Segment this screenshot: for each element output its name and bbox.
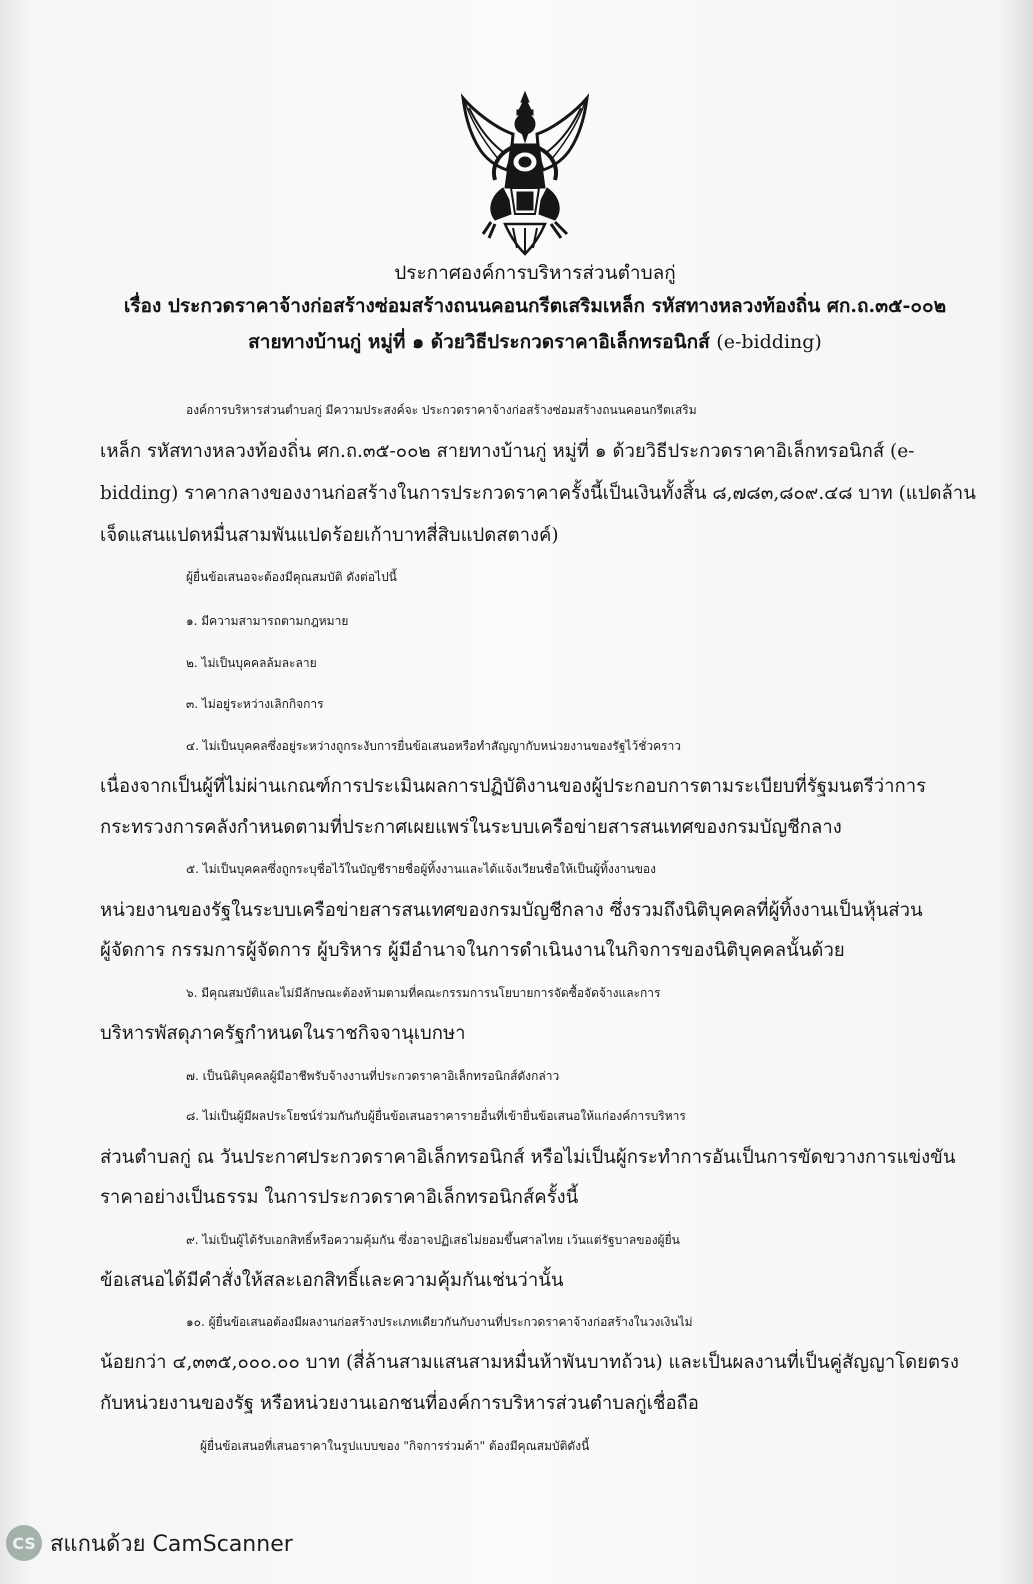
body-line: ผู้ยื่นข้อเสนอจะต้องมีคุณสมบัติ ดังต่อไปนี้ [186,570,397,584]
body-line: bidding) ราคากลางของงานก่อสร้างในการประกวดราคาครั้งนี้เป็นเงินทั้งสิ้น ๘,๗๘๓,๘๐๙.๔๘ บาท (แปดล้าน [100,483,976,504]
subject-line-2 [60,324,1010,360]
subject-line-2-main: สายทางบ้านกู่ หมู่ที่ ๑ ด้วยวิธีประกวดราคาอิเล็กทรอนิกส์ [248,331,710,353]
body-line: กับหน่วยงานของรัฐ หรือหน่วยงานเอกชนที่องค์การบริหารส่วนตำบลกู่เชื่อถือ [100,1393,699,1414]
body-line: เจ็ดแสนแปดหมื่นสามพันแปดร้อยเก้าบาทสี่สิบแปดสตางค์) [100,525,559,546]
body-line: เนื่องจากเป็นผู้ที่ไม่ผ่านเกณฑ์การประเมินผลการปฏิบัติงานของผู้ประกอบการตามระเบียบที่รัฐมนตรีว่าการ [100,776,927,797]
body-line: องค์การบริหารส่วนตำบลกู่ มีความประสงค์จะ ประกวดราคาจ้างก่อสร้างซ่อมสร้างถนนคอนกรีตเสริม [186,403,697,417]
list-item: ๕. ไม่เป็นบุคคลซึ่งถูกระบุชื่อไว้ในบัญชีรายชื่อผู้ทิ้งงานและได้แจ้งเวียนชื่อให้เป็นผู้ทิ้งงานของ [186,862,656,876]
subject-line: เรื่อง ประกวดราคาจ้างก่อสร้างซ่อมสร้างถนนคอนกรีตเสริมเหล็ก รหัสทางหลวงท้องถิ่น ศก.ถ.๓๕-๐๐๒ [123,295,947,317]
list-item: ๗. เป็นนิติบุคคลผู้มีอาชีพรับจ้างงานที่ประกวดราคาอิเล็กทรอนิกส์ดังกล่าว [186,1069,560,1083]
camscanner-text: สแกนด้วย CamScanner [50,1531,293,1557]
list-item: ๒. ไม่เป็นบุคคลล้มละลาย [186,656,317,670]
camscanner-watermark [6,1520,293,1566]
list-item: ๔. ไม่เป็นบุคคลซึ่งอยู่ระหว่างถูกระงับการยื่นข้อเสนอหรือทำสัญญากับหน่วยงานของรัฐไว้ชั่วคราว [186,739,682,753]
garuda-emblem-icon [455,88,595,258]
body-line: บริหารพัสดุภาครัฐกำหนดในราชกิจจานุเบกษา [100,1023,466,1044]
list-item: ๖. มีคุณสมบัติและไม่มีลักษณะต้องห้ามตามที่คณะกรรมการนโยบายการจัดซื้อจัดจ้างและการ [186,986,661,1000]
body-line: ข้อเสนอได้มีคำสั่งให้สละเอกสิทธิ์และความคุ้มกันเช่นว่านั้น [100,1270,564,1291]
body-line: ราคาอย่างเป็นธรรม ในการประกวดราคาอิเล็กทรอนิกส์ครั้งนี้ [100,1187,579,1208]
list-item: ๙. ไม่เป็นผู้ได้รับเอกสิทธิ์หรือความคุ้มกัน ซึ่งอาจปฏิเสธไม่ยอมขึ้นศาลไทย เว้นแต่รัฐบาลของผู้ยื่น [186,1233,680,1247]
body-line: ส่วนตำบลกู่ ณ วันประกาศประกวดราคาอิเล็กทรอนิกส์ หรือไม่เป็นผู้กระทำการอันเป็นการขัดขวางการแข่งขัน [100,1147,956,1168]
list-item: ๑. มีความสามารถตามกฎหมาย [186,614,349,628]
announcement-header [60,258,1010,360]
body-line: กระทรวงการคลังกำหนดตามที่ประกาศเผยแพร่ในระบบเครือข่ายสารสนเทศของกรมบัญชีกลาง [100,817,842,838]
list-item: ๘. ไม่เป็นผู้มีผลประโยชน์ร่วมกันกับผู้ยื่นข้อเสนอราคารายอื่นที่เข้ายื่นข้อเสนอให้แก่องค์การบริหาร [186,1109,686,1123]
subject-line-2-paren: (e-bidding) [716,331,822,353]
camscanner-logo-icon: CS [6,1525,42,1561]
body-line: หน่วยงานของรัฐในระบบเครือข่ายสารสนเทศของกรมบัญชีกลาง ซึ่งรวมถึงนิติบุคคลที่ผู้ทิ้งงานเป็นหุ้นส่วน [100,900,923,921]
body-line: ผู้ยื่นข้อเสนอที่เสนอราคาในรูปแบบของ "กิจการร่วมค้า" ต้องมีคุณสมบัติดังนี้ [200,1439,590,1453]
body-line: น้อยกว่า ๔,๓๓๕,๐๐๐.๐๐ บาท (สี่ล้านสามแสนสามหมื่นห้าพันบาทถ้วน) และเป็นผลงานที่เป็นคู่สัญญาโดยตรง [100,1352,959,1373]
body-line: เหล็ก รหัสทางหลวงท้องถิ่น ศก.ถ.๓๕-๐๐๒ สายทางบ้านกู่ หมู่ที่ ๑ ด้วยวิธีประกวดราคาอิเล็กทรอนิกส์ (e- [100,441,915,462]
list-item: ๑๐. ผู้ยื่นข้อเสนอต้องมีผลงานก่อสร้างประเภทเดียวกันกับงานที่ประกวดราคาจ้างก่อสร้างในวงเงินไม่ [186,1315,693,1329]
body-line: ผู้จัดการ กรรมการผู้จัดการ ผู้บริหาร ผู้มีอำนาจในการดำเนินงานในกิจการของนิติบุคคลนั้นด้วย [100,940,845,961]
org-title: ประกาศองค์การบริหารส่วนตำบลกู่ [394,262,676,284]
list-item: ๓. ไม่อยู่ระหว่างเลิกกิจการ [186,697,324,711]
